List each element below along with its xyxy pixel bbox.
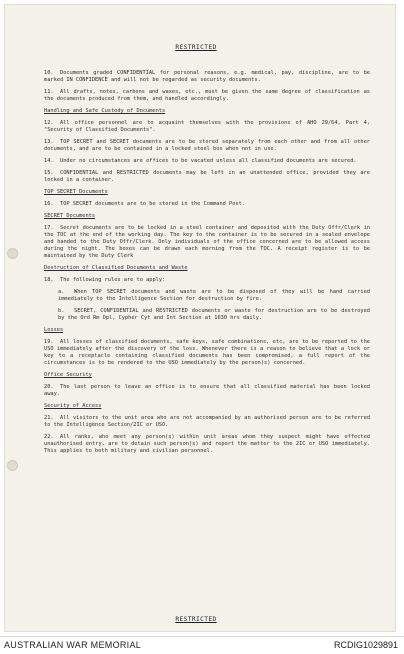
paragraph-number: 14.	[44, 158, 54, 164]
paragraph-number: 19.	[44, 339, 54, 345]
section-heading: TOP SECRET Documents	[44, 189, 108, 195]
archive-reference: RCDIG1029891	[333, 640, 398, 650]
paragraph-text: The last person to leave an office is to ensure that all classified material has been locked away.	[44, 384, 370, 397]
punch-hole	[7, 460, 18, 471]
paragraph-number: 11.	[44, 89, 54, 95]
paragraph-text: TOP SECRET documents are to be stored in the Command Post.	[60, 201, 245, 207]
paragraph-number: 17.	[44, 225, 54, 231]
paragraph-text: CONFIDENTIAL and RESTRICTED documents may be left in an unattended office, provided they are locked in a container.	[44, 170, 370, 183]
numbered-paragraph	[44, 120, 370, 134]
paragraph-text: All drafts, notes, carbons and waxes, etc., must be given the same degree of classification as the documents produced from them, and handled accordingly.	[44, 89, 370, 102]
paragraph-number: 20.	[44, 384, 54, 390]
paragraph-number: 10.	[44, 70, 54, 76]
paragraph-number: 21.	[44, 415, 54, 421]
paragraph-number: 18.	[44, 277, 54, 283]
document-body	[44, 70, 370, 460]
numbered-paragraph	[44, 434, 370, 455]
paragraph-text: Documents graded CONFIDENTIAL for personal reasons, e.g. medical, pay, discipline, are to be marked IN CONFIDENCE and will not be regarded as security documents.	[44, 70, 370, 83]
paragraph-text: All visitors to the unit area who are not accompanied by an authorised person are to be referred to the Intelligence Section/2IC or USO.	[44, 415, 370, 428]
classification-header: RESTRICTED	[175, 44, 217, 51]
paragraph-text: All losses of classified documents, safe keys, safe combinations, etc, are to be reported to the USO immediately after the discovery of the loss. Whenever there is a reason to believe that a lock or key to a receptacle containing classified documents has been compromised, a full report of the circumstances is to be rendered to the USO immediately by the person(s) concerned.	[44, 339, 370, 366]
numbered-paragraph	[44, 70, 370, 84]
archive-name: AUSTRALIAN WAR MEMORIAL	[4, 640, 142, 650]
paragraph-number: 22.	[44, 434, 54, 440]
section-heading: Office Security	[44, 372, 92, 378]
classification-footer: RESTRICTED	[175, 616, 217, 623]
section-heading: Handling and Safe Custody of Documents	[44, 108, 166, 114]
paragraph-number: 15.	[44, 170, 54, 176]
numbered-paragraph	[44, 277, 370, 284]
numbered-paragraph	[44, 158, 370, 165]
paragraph-text: SECRET, CONFIDENTIAL and RESTRICTED documents or waste for destruction are to be destroyed by the Ord Rm Opl, Cypher Cyt and Int Section at 1630 hrs daily.	[58, 308, 370, 321]
paragraph-number: 16.	[44, 201, 54, 207]
paragraph-text: Secret documents are to be locked in a steel container and deposited with the Duty Offr/Clerk in the TOC at the end of the working day. The key to the container is to be secured in a sealed envelope and handed to the Duty Offr/Clerk. Only individuals of the office concerned are to be allowed access during the night. The boxes can be drawn each morning from the TOC. A receipt register is to be maintained by the Duty Clerk	[44, 225, 370, 259]
sub-paragraph	[58, 289, 370, 303]
numbered-paragraph	[44, 384, 370, 398]
paragraph-text: All ranks, who meet any person(s) within unit areas whom they suspect might have effected unauthorised entry, are to detain such person(s) and report the matter to the 2IC or USO immediately. This applies to both military and civilian personnel.	[44, 434, 370, 454]
paragraph-number: b.	[58, 308, 65, 314]
numbered-paragraph	[44, 201, 370, 208]
paragraph-text: When TOP SECRET documents and waste are to be disposed of they will be hand carried immediately to the Intelligence Section for destruction by fire.	[58, 289, 370, 302]
numbered-paragraph	[44, 139, 370, 153]
numbered-paragraph	[44, 339, 370, 367]
paragraph-text: All office personnel are to acquaint themselves with the provisions of AHO 29/64, Part 4, "Security of Classified Documents".	[44, 120, 370, 133]
paragraph-text: TOP SECRET and SECRET documents are to be stored separately from each other and from all other documents, and are to be contained in a locked steel box when not in use.	[44, 139, 370, 152]
section-heading: Losses	[44, 327, 64, 333]
numbered-paragraph	[44, 415, 370, 429]
paragraph-text: The following rules are to apply:	[60, 277, 166, 283]
paragraph-number: a.	[58, 289, 65, 295]
archive-footer	[0, 636, 404, 654]
sub-paragraph	[58, 308, 370, 322]
punch-hole	[7, 248, 18, 259]
paragraph-text: Under no circumstances are offices to be vacated unless all classified documents are secured.	[60, 158, 357, 164]
section-heading: Destruction of Classified Documents and Waste	[44, 265, 188, 271]
paragraph-number: 13.	[44, 139, 54, 145]
numbered-paragraph	[44, 170, 370, 184]
paragraph-number: 12.	[44, 120, 54, 126]
section-heading: SECRET Documents	[44, 213, 96, 219]
section-heading: Security of Access	[44, 403, 102, 409]
numbered-paragraph	[44, 89, 370, 103]
numbered-paragraph	[44, 225, 370, 260]
